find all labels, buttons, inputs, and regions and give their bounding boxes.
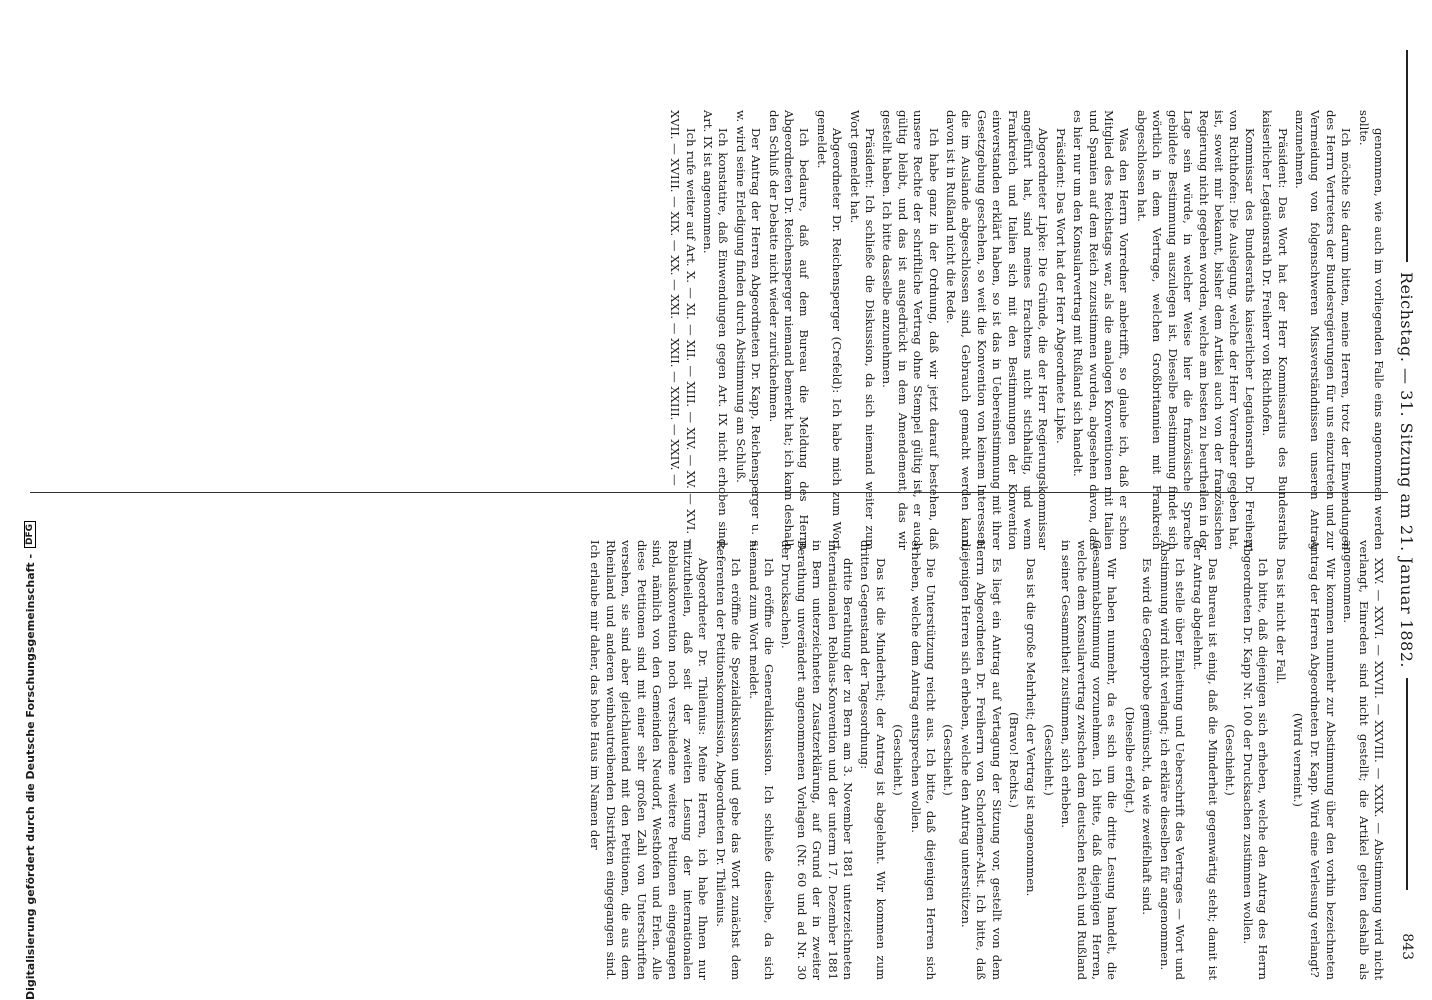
paragraph: Ich eröffne die Generaldiskussion. Ich schließe dieselbe, da sich niemand zum Wort meldet. xyxy=(746,540,776,980)
paragraph: (Wird verneint.) xyxy=(1290,713,1305,807)
right-column xyxy=(585,540,1386,980)
footer-text: Digitalisierung gefördert durch die Deutsche Forschungsgemeinschaft - xyxy=(23,553,37,1000)
paragraph: Ich konstatire, daß Einwendungen gegen Art. IX nicht erhoben sind: Art. IX ist angenommen. xyxy=(700,110,731,550)
paragraph: Präsident: Das Wort hat der Herr Abgeordnete Lipke. xyxy=(1053,128,1068,444)
paragraph: Präsident: Ich schließe die Diskussion, da sich niemand weiter zum Wort gemeldet hat. xyxy=(847,110,877,550)
paragraph: (Geschieht.) xyxy=(891,724,906,796)
paragraph: Ich habe ganz in der Ordnung, daß wir jetzt darauf bestehen, daß unsere Rechte der schriftliche Vertrag ohne Stempel gültig ist, er auch gültig bleibt, und das ist ausgedrückt in dem Amendement, das wir gestellt haben. Ich bitte dasselbe anzunehmen. xyxy=(880,110,941,550)
paragraph: Kommissar des Bundesraths kaiserlicher Legationsrath Dr. Freiherr von Richthofen: Die Auslegung, welche der Herr Vorredner gegeben hat, ist, soweit mir bekannt, bisher dem Artikel auch von der französischen Regierung nicht gegeben worden, welche am besten zu beurtheilen in der Lage sein würde, in welcher Weise hier die französische Sprache gebildete Bestimmung auszulegen ist. Dieselbe Bestimmung findet sich wörtlich in dem Vertrage, welchen Großbritannien mit Frankreich abgeschlossen hat. xyxy=(1134,110,1257,550)
paragraph: Wir kommen nunmehr zur Abstimmung über den vorhin bezeichneten Antrag der Herren Abgeordneten Dr. Kapp. Wird eine Verlesung verlangt? xyxy=(1308,540,1338,980)
paragraph: (Bravo! Rechts.) xyxy=(1007,712,1022,808)
paragraph: (Geschieht.) xyxy=(1223,724,1238,796)
paragraph: Das ist die große Mehrheit; der Vertrag ist angenommen. xyxy=(1024,558,1039,897)
paragraph: Abgeordneter Lipke: Die Gründe, die der Herr Regierungskommissar angeführt hat, sind meines Erachtens nicht stichhaltig, und wenn Frankreich und Italien sich mit den Bestimmungen der Konvention einverstanden erklärt haben, so ist das in Uebereinstimmung mit ihrer Gesetzgebung geschehen, so weit die Konvention von keinem Interessen, die im Auslande abgeschlossen sind, Gebrauch gemacht werden kann, davon ist in Rußland nicht die Rede. xyxy=(944,110,1051,550)
paragraph: XXV. — XXVI. — XXVII. — XXVIII. — XXIX. — Abstimmung wird nicht verlangt, Einreden sind nicht gestellt; die Artikel gelten deshalb als angenommen. xyxy=(1341,540,1386,980)
paragraph: (Dieselbe erfolgt.) xyxy=(1122,706,1137,814)
page-number: 843 xyxy=(1399,933,1415,961)
paragraph: Abgeordneter Dr. Thilenius: Meine Herren, ich habe Ihnen nur mitzutheilen, daß seit der zweiten Lesung der internationalen Reblauskonvention noch verschiedene weitere Petitionen eingegangen sind, nämlich von den Gemeinden Neudorf, Westhofen und Erlen. Alle diese Petitionen sind mit einer sehr großen Zahl von Unterschriften versehen, sie sind aber gleichlautend mit den Petitionen, die aus dem Rheinland und anderen weinbautreibenden Distrikten eingegangen sind. Ich erlaube mir daher, das hohe Haus im Namen der xyxy=(588,540,711,980)
paragraph: (Geschieht.) xyxy=(941,724,956,796)
paragraph: Präsident: Das Wort hat der Herr Kommissarius des Bundesraths kaiserlicher Legationsrath Dr. Freiherr von Richthofen. xyxy=(1260,110,1290,550)
paragraph: Es wird die Gegenprobe gemünscht, da wie zweifelhaft sind. xyxy=(1140,558,1155,915)
header-rule-right xyxy=(1406,678,1408,890)
paragraph: Der Antrag der Herren Abgeordneten Dr. Kapp, Reichensperger u. s. w. wird seine Erledigung finden durch Abstimmung am Schluß. xyxy=(733,110,764,550)
left-column xyxy=(665,110,1386,550)
paragraph: Das ist nicht der Fall. xyxy=(1273,558,1288,685)
paragraph: Wir haben nunmehr, da es sich um die dritte Lesung handelt, die Gesammtabstimmung vorzunehmen. Ich bitte, daß diejenigen Herren, welche dem Konsularvertrag zwischen dem deutschen Reich und Rußland in seiner Gesammtheit zustimmen, sich erheben. xyxy=(1059,540,1120,980)
paragraph: Ich eröffne die Spezialdiskussion und gebe das Wort zunächst dem Referenten der Petitionskommission, Abgeordneten Dr. Thilenius. xyxy=(713,540,744,980)
paragraph: (Geschieht.) xyxy=(1041,724,1056,796)
paragraph: genommen, wie auch im vorliegenden Falle eins angenommen werden sollte. xyxy=(1356,110,1386,550)
paragraph: Was den Herrn Vorredner anbetrifft, so glaube ich, daß er schon Mitglied des Reichstags war, als die analogen Konventionen mit Italien und Spanien auf dem Reich zuzustimmen wurden, abgesehen davon, daß es hier nur um den Konsularvertrag mit Rußland sich handelt. xyxy=(1071,110,1132,550)
paragraph: Ich rufe weiter auf Art. X. — XI. — XII. — XIII. — XIV. — XV. — XVI. — XVII. — XVIII. — XIX. — XX. — XXI. — XXII. — XXIII. — XXIV. — xyxy=(668,110,698,550)
paragraph: Ich stelle über Einleitung und Ueberschrift des Vertrages — Wort und Abstimmung wird nicht verlangt; ich erkläre dieselben für angenommen. xyxy=(1157,540,1188,980)
paragraph: Ich möchte Sie darum bitten, meine Herren, trotz der Einwendungen des Herrn Vertreters der Bundesregierungen für uns einzutreten und zur Vermeidung von folgenschweren Missverständnissen unseren Antrag anzunehmen. xyxy=(1292,110,1354,550)
paragraph: Es liegt ein Antrag auf Vertagung der Sitzung vor, gestellt von dem Herrn Abgeordneten Dr. Freiherrn von Schorlemer-Alst. Ich bitte, daß diejenigen Herren sich erheben, welche den Antrag unterstützen. xyxy=(958,540,1004,980)
paragraph: Das Bureau ist einig, daß die Minderheit gegenwärtig steht; damit ist der Antrag abgelehnt. xyxy=(1190,540,1220,980)
page-title: Reichstag. — 31. Sitzung am 21. Januar 1882. xyxy=(1397,272,1417,668)
paragraph: Das ist die Minderheit; der Antrag ist abgelehnt. Wir kommen zum dritten Gegenstand der Tagesordnung: xyxy=(858,540,888,980)
paragraph: Die Unterstützung reicht aus. Ich bitte, daß diejenigen Herren sich erheben, welche dem Antrag entsprechen wollen. xyxy=(908,540,939,980)
header-rule-left xyxy=(1406,50,1408,262)
page-header xyxy=(1392,40,1422,960)
paragraph: Abgeordneter Dr. Reichensperger (Crefeld): Ich habe mich zum Wort gemeldet. xyxy=(814,110,845,550)
dfg-logo: DFG xyxy=(24,521,36,548)
paragraph: dritte Berathung der zu Bern am 3. November 1881 unterzeichneten internationalen Reblaus-Konvention und der unterm 17. Dezember 1881 in Bern unterzeichneten Zusatzerklärung, auf Grund der in zweiter Berathung unverändert angenommenen Vorlagen (Nr. 60 und ad Nr. 30 der Drucksachen). xyxy=(779,540,855,980)
paragraph: Ich bitte, daß diejenigen sich erheben, welche den Antrag des Herrn Abgeordneten Dr. Kapp Nr. 100 der Drucksachen zustimmen wollen. xyxy=(1240,540,1271,980)
paragraph: Ich bedaure, daß auf dem Bureau die Meldung des Herrn Abgeordneten Dr. Reichensperger niemand bemerkt hat; ich kann deshalb den Schluß der Debatte nicht wieder zurücknehmen. xyxy=(766,110,812,550)
footer-strip xyxy=(0,0,37,1000)
